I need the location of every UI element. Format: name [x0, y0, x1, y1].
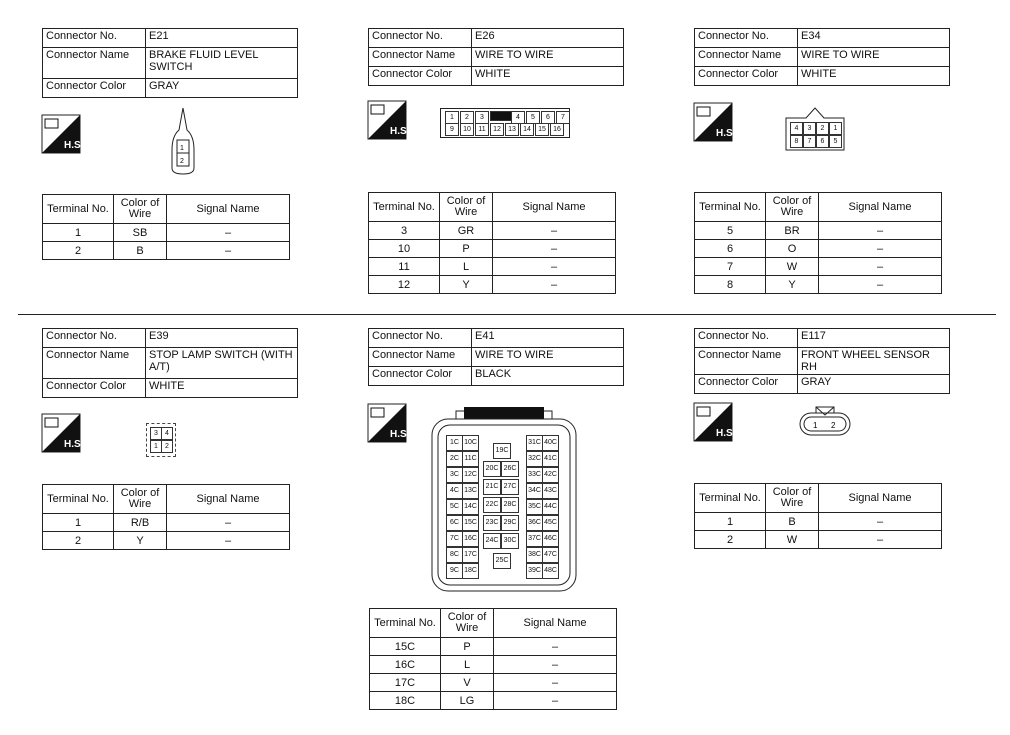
connector-pin: 7 — [803, 135, 816, 148]
connector-pin: 12C — [462, 467, 479, 483]
table-row: 2 B – — [43, 242, 290, 260]
connector-pin: 5 — [526, 111, 540, 124]
connector-pin: 12 — [490, 123, 504, 136]
label-connector-name: Connector Name — [43, 348, 146, 379]
connector-pin: 29C — [501, 515, 519, 531]
hs-icon — [368, 101, 410, 139]
table-row: 1 SB – — [43, 224, 290, 242]
connector-name-value: WIRE TO WIRE — [472, 48, 624, 67]
connector-pin: 41C — [542, 451, 559, 467]
label-connector-color: Connector Color — [43, 379, 146, 398]
connector-pin: 16 — [550, 123, 564, 136]
connector-pin: 43C — [542, 483, 559, 499]
connector-pin: 32C — [526, 451, 543, 467]
label-connector-color: Connector Color — [695, 67, 798, 86]
connector-pin: 37C — [526, 531, 543, 547]
connector-pin: 1C — [446, 435, 463, 451]
connector-no-value: E117 — [798, 329, 950, 348]
connector-pin: 47C — [542, 547, 559, 563]
connector-e41-diagram — [430, 403, 578, 593]
connector-pin: 7C — [446, 531, 463, 547]
connector-pin: 31C — [526, 435, 543, 451]
connector-pin: 4 — [511, 111, 525, 124]
connector-pin: 14C — [462, 499, 479, 515]
header-terminal-no: Terminal No. — [43, 485, 114, 514]
header-terminal-no: Terminal No. — [370, 609, 441, 638]
header-color-of-wire: Color of Wire — [766, 193, 819, 222]
connector-e39-info — [42, 328, 298, 398]
header-color-of-wire: Color of Wire — [766, 484, 819, 513]
label-connector-no: Connector No. — [695, 329, 798, 348]
hs-icon — [368, 404, 410, 442]
svg-text:H.S.: H.S. — [716, 128, 736, 139]
header-signal-name: Signal Name — [819, 484, 942, 513]
connector-pin: 15 — [535, 123, 549, 136]
label-connector-name: Connector Name — [369, 348, 472, 367]
connector-pin: 22C — [483, 497, 501, 513]
connector-pin: 38C — [526, 547, 543, 563]
connector-color-value: BLACK — [472, 367, 624, 386]
connector-pin: 1 — [445, 111, 459, 124]
svg-text:H.S.: H.S. — [390, 126, 410, 137]
header-color-of-wire: Color of Wire — [440, 193, 493, 222]
connector-name-value: FRONT WHEEL SENSOR RH — [798, 348, 950, 375]
connector-pin: 2 — [460, 111, 474, 124]
connector-pin: 6 — [816, 135, 829, 148]
connector-e26-diagram — [440, 108, 570, 138]
connector-pin: 3 — [803, 122, 816, 135]
label-connector-no: Connector No. — [695, 29, 798, 48]
connector-color-value: GRAY — [146, 79, 298, 98]
connector-pin: 5C — [446, 499, 463, 515]
svg-text:2: 2 — [180, 158, 184, 165]
connector-e26-info — [368, 28, 624, 86]
table-row: 3 GR – — [369, 222, 616, 240]
connector-pin: 21C — [483, 479, 501, 495]
connector-pin: 42C — [542, 467, 559, 483]
connector-pin: 28C — [501, 497, 519, 513]
header-color-of-wire: Color of Wire — [114, 485, 167, 514]
hs-icon — [694, 103, 736, 141]
connector-e117-info — [694, 328, 950, 394]
label-connector-color: Connector Color — [695, 375, 798, 394]
connector-pin: 33C — [526, 467, 543, 483]
connector-pin: 27C — [501, 479, 519, 495]
connector-pin: 36C — [526, 515, 543, 531]
header-color-of-wire: Color of Wire — [114, 195, 167, 224]
connector-e26-terminal-table — [368, 192, 616, 294]
connector-pin: 2 — [816, 122, 829, 135]
header-signal-name: Signal Name — [167, 195, 290, 224]
connector-pin: 8C — [446, 547, 463, 563]
header-terminal-no: Terminal No. — [695, 484, 766, 513]
label-connector-name: Connector Name — [43, 48, 146, 79]
table-row: 10 P – — [369, 240, 616, 258]
connector-pin: 1 — [829, 122, 842, 135]
connector-color-value: WHITE — [798, 67, 950, 86]
table-row: 16C L – — [370, 656, 617, 674]
hs-icon — [42, 115, 84, 153]
connector-pin: 4 — [790, 122, 803, 135]
connector-no-value: E21 — [146, 29, 298, 48]
table-row: 8 Y – — [695, 276, 942, 294]
connector-pin: 19C — [493, 443, 511, 459]
connector-pin: 24C — [483, 533, 501, 549]
label-connector-no: Connector No. — [369, 329, 472, 348]
connector-e21-diagram — [166, 106, 200, 176]
table-row: 18C LG – — [370, 692, 617, 710]
connector-e41-terminal-table — [369, 608, 617, 710]
svg-text:H.S.: H.S. — [64, 140, 84, 151]
connector-pin: 7 — [556, 111, 570, 124]
connector-pin: 10 — [460, 123, 474, 136]
header-signal-name: Signal Name — [167, 485, 290, 514]
table-row: 11 L – — [369, 258, 616, 276]
table-row: 2 W – — [695, 531, 942, 549]
connector-pin: 45C — [542, 515, 559, 531]
table-row: 2 Y – — [43, 532, 290, 550]
connector-color-value: WHITE — [146, 379, 298, 398]
header-signal-name: Signal Name — [819, 193, 942, 222]
connector-color-value: GRAY — [798, 375, 950, 394]
connector-pin: 2 — [161, 440, 173, 453]
connector-pin: 25C — [493, 553, 511, 569]
connector-pin: 34C — [526, 483, 543, 499]
connector-pin: 3 — [475, 111, 489, 124]
connector-no-value: E34 — [798, 29, 950, 48]
svg-text:2: 2 — [831, 421, 836, 430]
label-connector-name: Connector Name — [695, 48, 798, 67]
connector-e34-info — [694, 28, 950, 86]
connector-e39-diagram — [146, 423, 176, 457]
connector-pin: 1 — [150, 440, 162, 453]
header-signal-name: Signal Name — [494, 609, 617, 638]
connector-pin: 17C — [462, 547, 479, 563]
connector-pin: 26C — [501, 461, 519, 477]
label-connector-no: Connector No. — [369, 29, 472, 48]
connector-pin: 4C — [446, 483, 463, 499]
svg-text:H.S.: H.S. — [64, 439, 84, 450]
label-connector-name: Connector Name — [369, 48, 472, 67]
hs-icon — [42, 414, 84, 452]
svg-text:1: 1 — [813, 421, 818, 430]
connector-pin: 8 — [790, 135, 803, 148]
table-row: 12 Y – — [369, 276, 616, 294]
connector-pin: 39C — [526, 563, 543, 579]
connector-pin: 11 — [475, 123, 489, 136]
label-connector-color: Connector Color — [369, 367, 472, 386]
svg-text:H.S.: H.S. — [716, 428, 736, 439]
connector-pin: 48C — [542, 563, 559, 579]
connector-pin: 23C — [483, 515, 501, 531]
connector-pin: 11C — [462, 451, 479, 467]
label-connector-name: Connector Name — [695, 348, 798, 375]
connector-e39-terminal-table — [42, 484, 290, 550]
connector-pin: 18C — [462, 563, 479, 579]
connector-pin: 13 — [505, 123, 519, 136]
connector-key — [490, 111, 512, 121]
connector-pin: 15C — [462, 515, 479, 531]
connector-pin: 9C — [446, 563, 463, 579]
connector-pin: 13C — [462, 483, 479, 499]
connector-pin: 9 — [445, 123, 459, 136]
table-row: 6 O – — [695, 240, 942, 258]
connector-pin: 3C — [446, 467, 463, 483]
header-signal-name: Signal Name — [493, 193, 616, 222]
section-divider — [18, 314, 996, 315]
label-connector-color: Connector Color — [369, 67, 472, 86]
header-terminal-no: Terminal No. — [43, 195, 114, 224]
connector-color-value: WHITE — [472, 67, 624, 86]
svg-text:H.S.: H.S. — [390, 429, 410, 440]
connector-pin: 46C — [542, 531, 559, 547]
connector-e34-terminal-table — [694, 192, 942, 294]
connector-no-value: E26 — [472, 29, 624, 48]
connector-pin: 6C — [446, 515, 463, 531]
table-row: 17C V – — [370, 674, 617, 692]
table-row: 1 R/B – — [43, 514, 290, 532]
connector-name-value: WIRE TO WIRE — [472, 348, 624, 367]
connector-pin: 16C — [462, 531, 479, 547]
connector-pin: 44C — [542, 499, 559, 515]
connector-pin: 20C — [483, 461, 501, 477]
connector-e21-terminal-table — [42, 194, 290, 260]
label-connector-no: Connector No. — [43, 29, 146, 48]
label-connector-no: Connector No. — [43, 329, 146, 348]
connector-pin: 30C — [501, 533, 519, 549]
svg-text:1: 1 — [180, 145, 184, 152]
connector-pin: 35C — [526, 499, 543, 515]
connector-pin: 3 — [150, 427, 162, 440]
connector-name-value: WIRE TO WIRE — [798, 48, 950, 67]
connector-pin: 14 — [520, 123, 534, 136]
connector-pin: 40C — [542, 435, 559, 451]
table-row: 7 W – — [695, 258, 942, 276]
connector-e34-diagram — [784, 106, 846, 152]
connector-pin: 6 — [541, 111, 555, 124]
table-row: 15C P – — [370, 638, 617, 656]
connector-name-value: BRAKE FLUID LEVEL SWITCH — [146, 48, 298, 79]
connector-name-value: STOP LAMP SWITCH (WITH A/T) — [146, 348, 298, 379]
table-row: 5 BR – — [695, 222, 942, 240]
connector-pin: 4 — [161, 427, 173, 440]
header-color-of-wire: Color of Wire — [441, 609, 494, 638]
table-row: 1 B – — [695, 513, 942, 531]
connector-no-value: E41 — [472, 329, 624, 348]
connector-no-value: E39 — [146, 329, 298, 348]
connector-pin: 5 — [829, 135, 842, 148]
connector-pin: 10C — [462, 435, 479, 451]
header-terminal-no: Terminal No. — [695, 193, 766, 222]
hs-icon — [694, 403, 736, 441]
connector-e117-terminal-table — [694, 483, 942, 549]
header-terminal-no: Terminal No. — [369, 193, 440, 222]
connector-e41-info — [368, 328, 624, 386]
connector-e21-info — [42, 28, 298, 98]
label-connector-color: Connector Color — [43, 79, 146, 98]
connector-pin: 2C — [446, 451, 463, 467]
connector-e117-diagram — [798, 405, 852, 439]
